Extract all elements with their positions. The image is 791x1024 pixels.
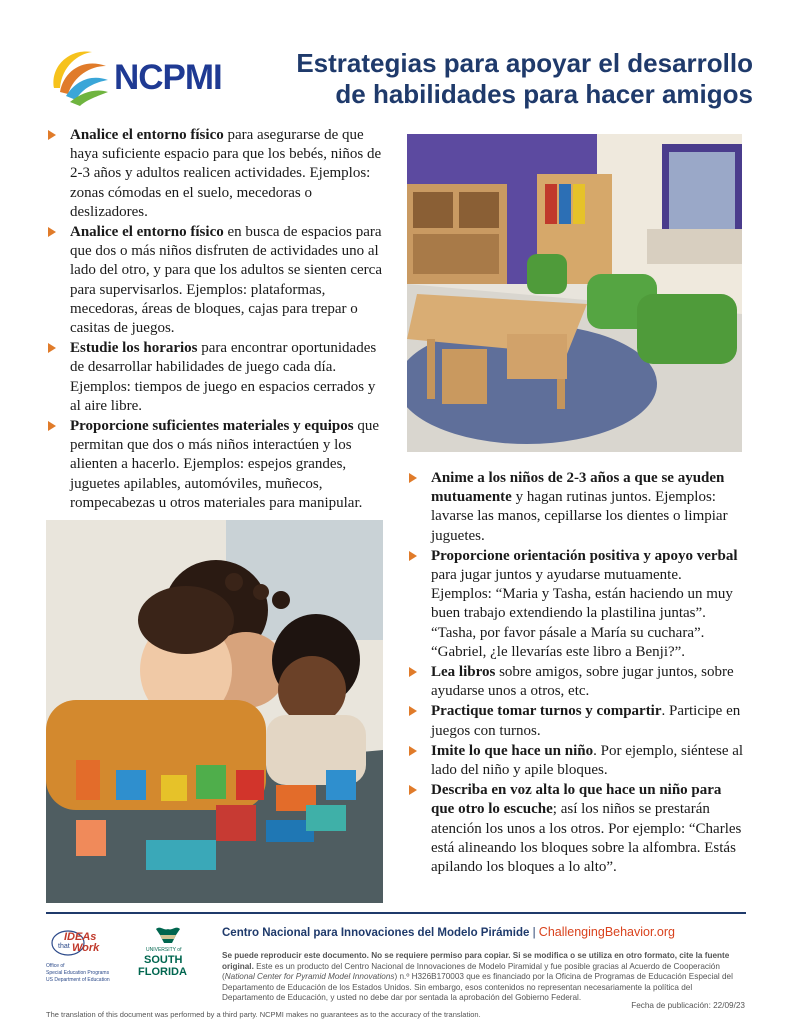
list-item <box>46 339 388 416</box>
arrow-bullet-icon <box>409 706 417 716</box>
arrow-bullet-icon <box>409 473 417 483</box>
bullet-bold: Analice el entorno físico <box>70 224 224 241</box>
bullet-text: para encontrar oportunidades de desarrollar habilidades de juego cada día. Ejemplos: tiempos de juego en espacios cerrados y al aire libre. <box>70 340 377 414</box>
bullet-bold: Anime a los niños de 2-3 años a que se ayuden mutuamente <box>431 470 725 506</box>
page-title <box>283 48 753 110</box>
footer-disclaimer <box>222 951 744 1004</box>
bullet-bold: Imite lo que hace un niño <box>431 742 594 759</box>
footer-url-link[interactable]: ChallengingBehavior.org <box>538 925 676 939</box>
bullet-text: ; así los niños se prestarán atención los unos a los otros. Por ejemplo: “Charles está alineando los bloques sobre la alfombra. Estás apilando los bloques a lo alto”. <box>431 801 742 876</box>
usf-logo-line3: FLORIDA <box>138 966 187 978</box>
list-item <box>46 126 388 222</box>
list-item <box>46 417 388 513</box>
usf-logo <box>138 925 198 987</box>
left-column <box>46 126 388 514</box>
bullet-text: en busca de espacios para que dos o más niños disfruten de actividades uno al lado del otro, y para que los adultos se sienten cerca para supervisarlos. Ejemplos: plataformas, mecedoras, áreas de bloques, cajas para trepar o casitas de juegos. <box>70 224 382 337</box>
ideas-logo-line2: that <box>58 943 70 950</box>
footer-org-name: Centro Nacional para Innovaciones del Modelo Pirámide <box>222 927 530 939</box>
left-bullet-list <box>46 126 388 513</box>
ideas-logo-caption2: Special Education Programs <box>46 970 110 976</box>
ideas-logo-line3: Work <box>72 942 100 954</box>
ncpmi-logo <box>46 44 236 110</box>
right-bullet-list <box>407 469 745 877</box>
footer-divider <box>46 912 746 914</box>
arrow-bullet-icon <box>409 785 417 795</box>
ncpmi-swirl-icon <box>46 44 112 110</box>
ideas-that-work-logo <box>46 925 116 987</box>
bullet-bold: Analice el entorno físico <box>70 127 224 143</box>
list-item <box>407 547 745 662</box>
footer-separator: | <box>532 927 536 939</box>
footer-disclaimer-bold: Se puede reproducir este documento. No se requiere permiso para copiar. Si se modifica o se utiliza en otro formato, cite la fuente original. <box>222 951 730 971</box>
list-item <box>407 702 745 740</box>
footer-disclaimer-italic: National Center for Pyramid Model Innovations <box>224 972 395 982</box>
bullet-text: . Participe en juegos con turnos. <box>431 703 741 739</box>
bullet-bold: Estudie los horarios <box>70 340 198 357</box>
title-line-2: de habilidades para hacer amigos <box>335 79 753 109</box>
logo-text: NCPMI <box>114 58 222 97</box>
arrow-bullet-icon <box>409 551 417 561</box>
arrow-bullet-icon <box>409 746 417 756</box>
bullet-bold: Proporcione orientación positiva y apoyo verbal <box>431 547 738 564</box>
bullet-text: para jugar juntos y ayudarse mutuamente. Ejemplos: “Maria y Tasha, están haciendo un muy buen trabajo extendiendo la plastilina juntas”. “Tasha, por favor pásale a María su cuchara”. “Gabriel, ¿le llevarías este libro a Benji?”. <box>431 567 733 660</box>
bullet-bold: Practique tomar turnos y compartir <box>431 703 662 720</box>
children-playing-photo <box>46 520 383 903</box>
children-illustration <box>46 520 383 903</box>
arrow-bullet-icon <box>48 421 56 431</box>
classroom-photo <box>407 134 742 452</box>
bullet-text: para asegurarse de que haya suficiente espacio para que los bebés, niños de 2-3 años y adultos realicen actividades. Ejemplos: zonas cómodas en el suelo, mecedoras o deslizadores. <box>70 127 382 220</box>
arrow-bullet-icon <box>48 130 56 140</box>
bullet-text: que permitan que dos o más niños interactúen y los alienten a hacerlo. Ejemplos: espejos grandes, juguetes apilables, automóviles, muñecos, rompecabezas u otros materiales para manipular. <box>70 418 380 511</box>
ideas-logo-caption1: Office of <box>46 963 65 969</box>
classroom-illustration <box>407 134 742 452</box>
list-item <box>407 469 745 546</box>
list-item <box>407 742 745 780</box>
bullet-text: y hagan rutinas juntos. Ejemplos: lavarse las manos, cepillarse los dientes o limpiar juguetes. <box>431 489 728 544</box>
footer-disclaimer-text-1: Este es un producto del Centro Nacional de Innovaciones de Modelo Piramidal y fue posible gracias al Acuerdo de Cooperación ( <box>222 961 720 982</box>
bullet-bold: Describa en voz alta lo que hace un niño para que otro lo escuche <box>431 782 722 818</box>
right-column <box>407 469 745 878</box>
bullet-text: . Por ejemplo, siéntese al lado del niño y apile bloques. <box>431 742 744 779</box>
footer-heading <box>222 925 675 939</box>
bullet-bold: Lea libros <box>431 664 496 681</box>
translation-note: The translation of this document was performed by a third party. NCPMI makes no guarantees as to the accuracy of the translation. <box>46 1010 481 1019</box>
list-item <box>46 223 388 338</box>
ideas-logo-line1: IDEAs <box>64 931 97 943</box>
arrow-bullet-icon <box>48 227 56 237</box>
list-item <box>407 781 745 877</box>
bullet-text: sobre amigos, sobre jugar juntos, sobre ayudarse unos a otros, etc. <box>431 664 734 700</box>
list-item <box>407 663 745 701</box>
usf-logo-line1: UNIVERSITY of <box>146 947 182 953</box>
title-line-1: Estrategias para apoyar el desarrollo <box>296 48 753 78</box>
ideas-logo-caption3: US Department of Education <box>46 977 110 983</box>
footer-disclaimer-text-2: ) n.º H326B170003 que es financiado por la Oficina de Programas de Educación Especial del Departamento de Educación de los Estados Unidos. Sin embargo, esos contenidos no representan necesariamente la política del Departamento de Educación, y usted no debe dar por sentada la aprobación del Gobierno Federal. <box>222 972 733 1003</box>
arrow-bullet-icon <box>48 343 56 353</box>
arrow-bullet-icon <box>409 667 417 677</box>
publication-date: Fecha de publicación: 22/09/23 <box>631 1001 745 1010</box>
bullet-bold: Proporcione suficientes materiales y equipos <box>70 418 354 435</box>
usf-logo-line2: SOUTH <box>144 954 183 966</box>
usf-bull-icon <box>138 925 198 947</box>
